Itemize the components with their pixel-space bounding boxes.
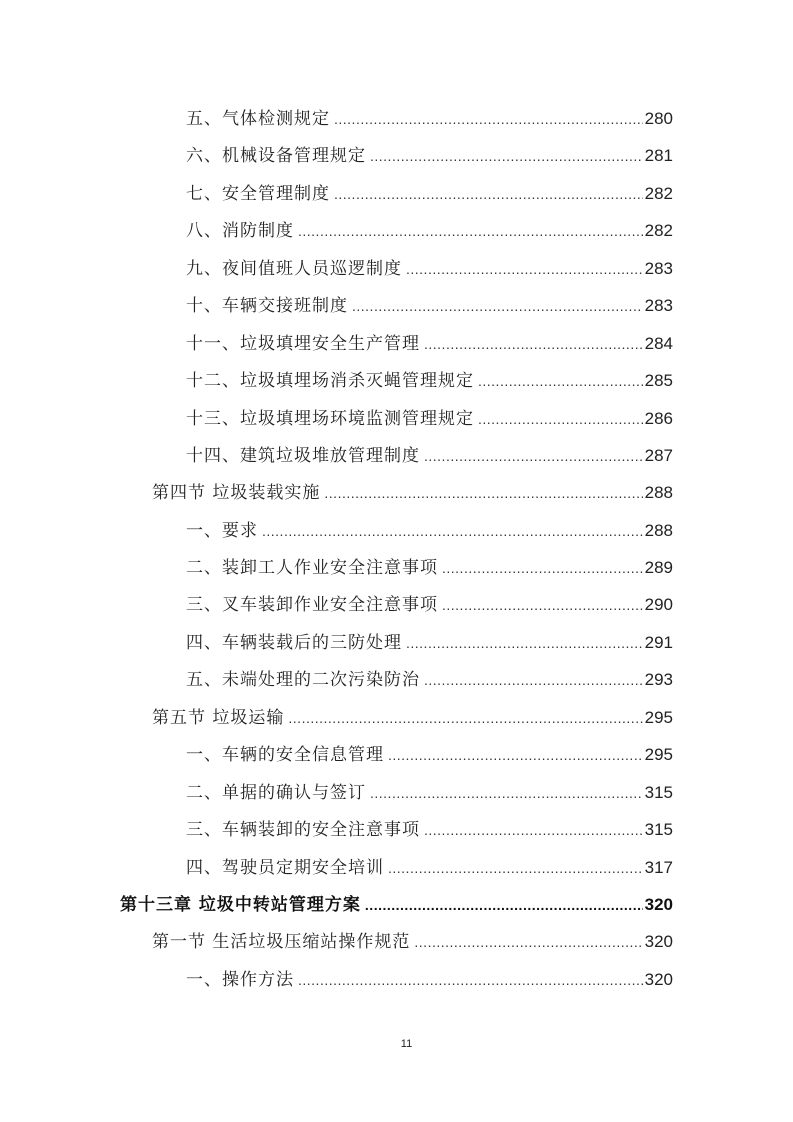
toc-entry-title: 六、机械设备管理规定 <box>186 146 366 166</box>
toc-entry-title: 三、车辆装卸的安全注意事项 <box>186 820 420 840</box>
toc-entry[interactable] <box>186 591 673 619</box>
toc-entry-title: 八、消防制度 <box>186 221 294 241</box>
toc-entry-page: 283 <box>644 259 673 278</box>
toc-leader-dots <box>352 292 643 320</box>
toc-entry[interactable] <box>186 779 673 807</box>
toc-entry-title: 十二、垃圾填埋场消杀灭蝇管理规定 <box>186 371 474 391</box>
toc-entry-title: 第五节 垃圾运输 <box>152 708 285 728</box>
toc-entry[interactable] <box>186 816 673 844</box>
toc-entry-page: 315 <box>644 820 673 839</box>
toc-entry-page: 293 <box>644 670 673 689</box>
toc-entry-page: 320 <box>644 895 673 914</box>
toc-entry[interactable] <box>186 517 673 545</box>
toc-entry[interactable] <box>186 666 673 694</box>
toc-leader-dots <box>370 142 643 170</box>
toc-leader-dots <box>298 966 643 994</box>
toc-entry-page: 315 <box>644 783 673 802</box>
toc-entry-page: 284 <box>644 334 673 353</box>
toc-entry[interactable] <box>186 330 673 358</box>
toc-section-entry[interactable] <box>152 928 673 956</box>
toc-entry[interactable] <box>186 217 673 245</box>
toc-entry-title: 四、车辆装载后的三防处理 <box>186 633 402 653</box>
toc-leader-dots <box>442 554 643 582</box>
toc-entry-page: 317 <box>644 858 673 877</box>
toc-entry[interactable] <box>186 741 673 769</box>
toc-entry[interactable] <box>186 180 673 208</box>
toc-entry-page: 281 <box>644 146 673 165</box>
toc-entry-page: 288 <box>644 483 673 502</box>
toc-leader-dots <box>414 928 642 956</box>
toc-chapter-entry[interactable] <box>120 891 673 919</box>
toc-entry-title: 七、安全管理制度 <box>186 184 330 204</box>
toc-entry[interactable] <box>186 966 673 994</box>
toc-entry-page: 295 <box>644 708 673 727</box>
toc-leader-dots <box>406 255 643 283</box>
toc-entry[interactable] <box>186 554 673 582</box>
toc-entry-title: 四、驾驶员定期安全培训 <box>186 858 384 878</box>
toc-leader-dots <box>334 180 643 208</box>
toc-entry-page: 282 <box>644 221 673 240</box>
toc-entry-page: 280 <box>644 109 673 128</box>
toc-entry-title: 十一、垃圾填埋安全生产管理 <box>186 334 420 354</box>
toc-entry-page: 285 <box>644 371 673 390</box>
toc-entry-title: 五、未端处理的二次污染防治 <box>186 670 420 690</box>
toc-entry[interactable] <box>186 292 673 320</box>
toc-leader-dots <box>298 217 643 245</box>
toc-entry[interactable] <box>186 142 673 170</box>
toc-entry-title: 十、车辆交接班制度 <box>186 296 348 316</box>
toc-entry[interactable] <box>186 255 673 283</box>
toc-leader-dots <box>424 330 643 358</box>
toc-leader-dots <box>478 405 643 433</box>
toc-leader-dots <box>424 816 643 844</box>
toc-entry-title: 九、夜间值班人员巡逻制度 <box>186 259 402 279</box>
toc-leader-dots <box>478 367 643 395</box>
toc-leader-dots <box>442 591 643 619</box>
toc-entry-page: 320 <box>644 970 673 989</box>
toc-leader-dots <box>388 854 643 882</box>
toc-entry-title: 二、单据的确认与签订 <box>186 783 366 803</box>
toc-entry-title: 三、叉车装卸作业安全注意事项 <box>186 595 438 615</box>
toc-entry-page: 290 <box>644 595 673 614</box>
toc-entry[interactable] <box>186 367 673 395</box>
toc-leader-dots <box>324 479 642 507</box>
toc-entry-title: 第四节 垃圾装载实施 <box>152 483 321 503</box>
toc-entry-title: 二、装卸工人作业安全注意事项 <box>186 558 438 578</box>
toc-entry-page: 282 <box>644 184 673 203</box>
toc-section-entry[interactable] <box>152 704 673 732</box>
toc-leader-dots <box>370 779 643 807</box>
toc-leader-dots <box>424 442 643 470</box>
toc-entry-page: 288 <box>644 521 673 540</box>
toc-leader-dots <box>406 629 643 657</box>
toc-entry-title: 一、操作方法 <box>186 970 294 990</box>
toc-entry-title: 第十三章 垃圾中转站管理方案 <box>120 895 361 915</box>
toc-leader-dots <box>262 517 643 545</box>
toc-entry-title: 十三、垃圾填埋场环境监测管理规定 <box>186 409 474 429</box>
toc-entry-title: 一、车辆的安全信息管理 <box>186 745 384 765</box>
toc-entry-page: 286 <box>644 409 673 428</box>
toc-entry-title: 第一节 生活垃圾压缩站操作规范 <box>152 932 411 952</box>
toc-entry-page: 291 <box>644 633 673 652</box>
toc-entry-page: 289 <box>644 558 673 577</box>
toc-entry-title: 十四、建筑垃圾堆放管理制度 <box>186 446 420 466</box>
toc-leader-dots <box>288 704 642 732</box>
toc-entry[interactable] <box>186 405 673 433</box>
toc-leader-dots <box>365 891 643 919</box>
toc-entry-title: 五、气体检测规定 <box>186 109 330 129</box>
toc-entry[interactable] <box>186 105 673 133</box>
toc-leader-dots <box>424 666 643 694</box>
toc-section-entry[interactable] <box>152 479 673 507</box>
toc-leader-dots <box>388 741 643 769</box>
toc-entry-page: 295 <box>644 745 673 764</box>
toc-leader-dots <box>334 105 643 133</box>
toc-entry[interactable] <box>186 854 673 882</box>
toc-entry[interactable] <box>186 629 673 657</box>
page-number: 11 <box>400 1038 413 1050</box>
toc-entry-title: 一、要求 <box>186 521 258 541</box>
toc-entry-page: 283 <box>644 296 673 315</box>
toc-entry-page: 320 <box>644 932 673 951</box>
toc-entry[interactable] <box>186 442 673 470</box>
toc-entry-page: 287 <box>644 446 673 465</box>
